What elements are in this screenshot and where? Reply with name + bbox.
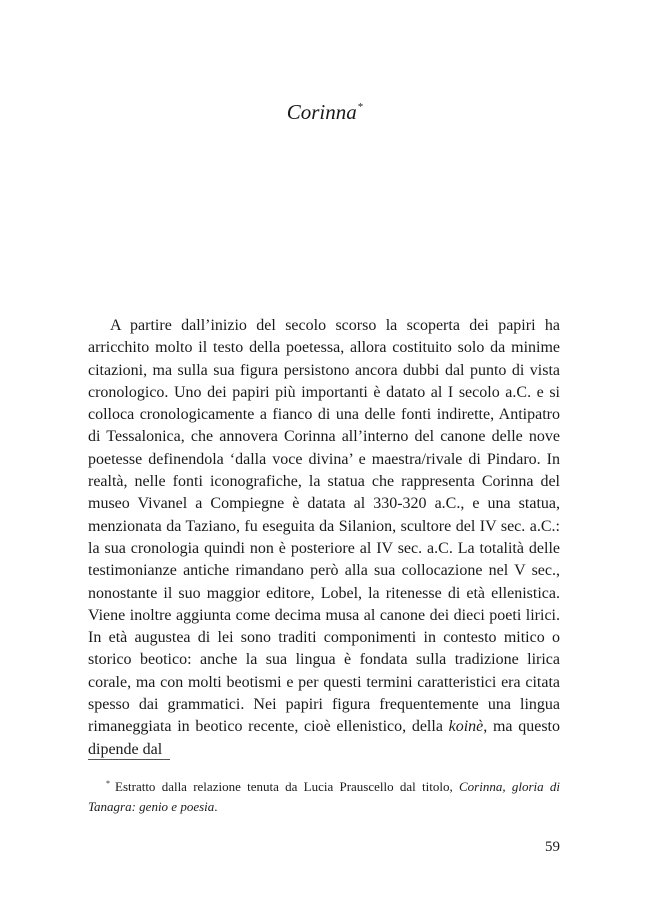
chapter-title-text: Corinna — [286, 100, 357, 124]
footnote — [88, 774, 560, 817]
footnote-mark: * — [106, 779, 110, 788]
footnote-text: Estratto dalla relazione tenuta da Lucia Prauscello dal titolo, — [115, 779, 459, 794]
footnote-reference-mark: * — [357, 101, 364, 113]
body-paragraph — [88, 315, 560, 761]
chapter-title — [0, 100, 650, 125]
footnote-separator — [88, 759, 170, 760]
footnote-end: . — [214, 799, 218, 814]
footnote-italic-title: Corinna, gloria di Tanagra: genio e poesia — [88, 779, 560, 814]
body-text-italic-term: koinè — [448, 718, 484, 736]
body-text-part-3: , ma questo dipende dal — [88, 718, 560, 758]
page-number: 59 — [545, 839, 560, 855]
body-text-part-1: A partire dall’inizio del secolo scorso la scoperta dei papiri ha arricchito molto il testo della poetessa, allora costituito solo da minime citazioni, ma sulla sua figura persistono ancora dubbi dal punto di vista cronologico. Uno dei papiri più importanti è datato al I secolo a.C. e si colloca cronologicamente a fianco di una delle fonti indirette, Antipatro di Tessalonica, che annovera Corinna all’interno del canone delle nove poetesse definendola ‘dalla voce divina’ e maestra/rivale di Pindaro. In realtà, nelle fonti iconografiche, la statua che rappresenta Corinna del museo Vivanel a Compiegne è datata al 330-320 a.C., e una statua, menzionata da Taziano, fu eseguita da Silanion, scultore del IV sec. a.C.: la sua cronologia quindi non è posteriore al IV sec. a.C. La totalità delle testimonianze antiche rimandano però alla sua collocazione nel V sec., nonostante il suo maggior editore, Lobel, la ritenesse di età ellenistica. Viene inoltre aggiunta come decima musa al canone dei dieci poeti lirici. In età augustea di lei sono traditi componimenti in contesto mitico o storico beotico: anche la sua lingua è fondata sulla tradizione lirica corale, ma con molti beotismi e per questi termini caratteristici era citata spesso dai grammatici. Nei papiri figura frequentemente una lingua rimaneggiata in beotico recente, cioè ellenistico, della — [88, 317, 560, 736]
